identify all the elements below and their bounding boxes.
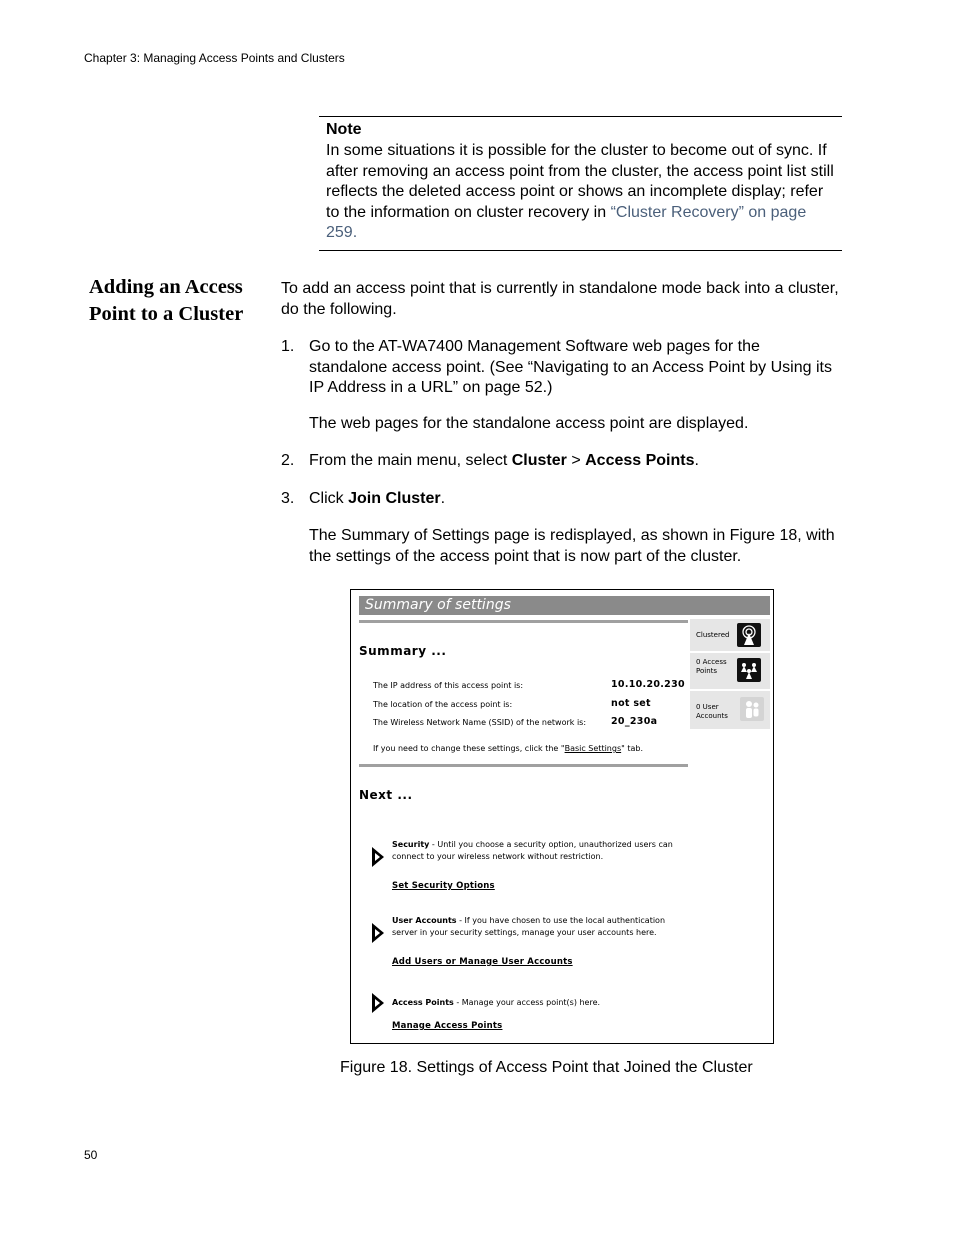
- user-accounts-description: [392, 915, 686, 939]
- step-2-post: .: [694, 452, 699, 469]
- step-3-text: [309, 489, 841, 510]
- side-status-user-accounts[interactable]: [690, 691, 770, 729]
- user-accounts-title: User Accounts: [392, 916, 457, 925]
- note-box: [319, 116, 842, 251]
- ip-label: The IP address of this access point is:: [373, 681, 524, 690]
- figure-title-bar: Summary of settings: [359, 596, 770, 615]
- chapter-header: Chapter 3: Managing Access Points and Clusters: [84, 51, 345, 65]
- cluster-recovery-link[interactable]: “Cluster Recovery” on page 259.: [326, 203, 807, 241]
- location-value: not set: [611, 698, 651, 709]
- divider: [359, 620, 688, 623]
- step-2-text: [309, 451, 841, 472]
- user-accounts-count: 0 User Accounts: [696, 703, 728, 720]
- ssid-value: 20_230a: [611, 716, 658, 727]
- ip-value: 10.10.20.230: [611, 679, 685, 690]
- side-status-clustered: [690, 619, 770, 651]
- arrow-bullet-icon: [371, 846, 385, 868]
- manage-user-accounts-link[interactable]: Add Users or Manage User Accounts: [392, 957, 573, 967]
- step-1-result: The web pages for the standalone access point are displayed.: [309, 415, 749, 432]
- arrow-bullet-icon: [371, 992, 385, 1014]
- basic-settings-link[interactable]: Basic Settings: [564, 744, 622, 753]
- change-settings-note: [373, 743, 643, 755]
- access-points-icon: [737, 658, 761, 682]
- security-desc: - Until you choose a security option, unauthorized users can connect to your wireless network without restriction.: [392, 840, 673, 861]
- step-2-number: 2.: [281, 452, 295, 469]
- manage-access-points-link[interactable]: Manage Access Points: [392, 1021, 503, 1031]
- side-status-access-points[interactable]: [690, 653, 770, 689]
- user-accounts-icon: [740, 697, 764, 721]
- arrow-bullet-icon: [371, 922, 385, 944]
- note-title: Note: [326, 121, 362, 138]
- step-3-result: The Summary of Settings page is redisplayed, as shown in Figure 18, with the settings of the access point that is now part of the cluster.: [309, 527, 835, 565]
- note-text: [326, 141, 838, 244]
- location-label: The location of the access point is:: [373, 700, 513, 709]
- security-description: [392, 839, 686, 863]
- join-cluster-label: Join Cluster: [348, 490, 441, 507]
- cluster-antenna-icon: [737, 623, 761, 647]
- ssid-label: The Wireless Network Name (SSID) of the network is:: [373, 718, 587, 727]
- change-pre: If you need to change these settings, click the ": [373, 744, 565, 753]
- page-number: 50: [84, 1148, 98, 1162]
- step-1-number: 1.: [281, 338, 295, 355]
- access-points-count: 0 Access Points: [696, 658, 727, 675]
- step-3-pre: Click: [309, 490, 349, 507]
- figure-caption: Figure 18. Settings of Access Point that Joined the Cluster: [340, 1059, 753, 1076]
- access-points-desc: - Manage your access point(s) here.: [453, 998, 601, 1007]
- summary-settings-figure: [350, 589, 774, 1044]
- note-body: In some situations it is possible for the cluster to become out of sync. If after removing an access point from the cluster, the access point list still reflects the deleted access point or shows an incomplete display; refer to the information on cluster recovery in: [326, 142, 834, 221]
- step-2-pre: From the main menu, select: [309, 452, 512, 469]
- intro-paragraph: To add an access point that is currently in standalone mode back into a cluster, do the following.: [281, 280, 839, 318]
- summary-heading: Summary ...: [359, 644, 447, 658]
- step-2-separator: >: [566, 452, 586, 469]
- step-3-number: 3.: [281, 490, 295, 507]
- step-1-text: Go to the AT-WA7400 Management Software web pages for the standalone access point. (See “Navigating to an Access Point by Using its IP Address in a URL” on page 52.): [309, 338, 832, 396]
- section-heading: Adding an Access Point to a Cluster: [89, 276, 244, 325]
- step-3-post: .: [440, 490, 446, 507]
- divider: [359, 764, 688, 767]
- user-accounts-desc: - If you have chosen to use the local authentication server in your security settings, manage your user accounts here.: [392, 916, 666, 937]
- menu-cluster: Cluster: [511, 452, 567, 469]
- menu-access-points: Access Points: [585, 452, 695, 469]
- next-heading: Next ...: [359, 788, 413, 802]
- security-title: Security: [392, 840, 430, 849]
- clustered-label: Clustered: [696, 631, 730, 639]
- change-post: " tab.: [621, 744, 644, 753]
- set-security-options-link[interactable]: Set Security Options: [392, 881, 495, 891]
- access-points-description: [392, 997, 686, 1009]
- access-points-title: Access Points: [392, 998, 454, 1007]
